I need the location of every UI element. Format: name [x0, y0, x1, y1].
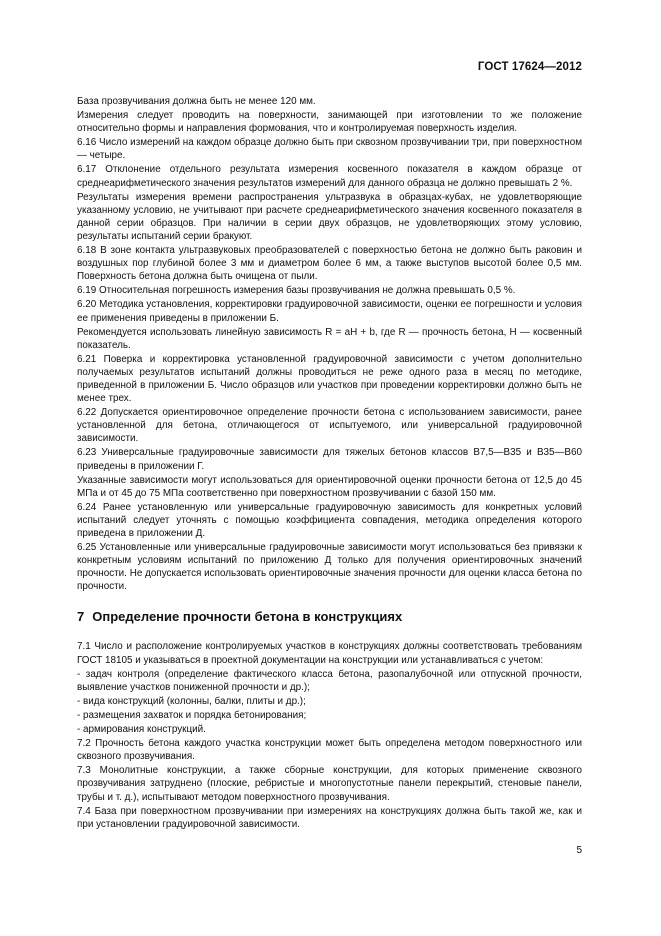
list-item: - армирования конструкций. — [77, 724, 206, 736]
paragraph: 6.17 Отклонение отдельного результата измерения косвенного показателя в каждом образце от среднеарифметического значения результатов измерений для данного образца не должно превышать 2 %. — [77, 164, 582, 189]
body-text — [77, 95, 582, 832]
paragraph: Измерения следует проводить на поверхности, занимающей при изготовлении то же положение относительно формы и направления формования, что и контролируемая поверхность изделия. — [77, 110, 582, 135]
section-number: 7 — [77, 609, 85, 625]
paragraph: 6.25 Установленные или универсальные градуировочные зависимости могут использоваться без привязки к конкретным условиям испытаний по приложению Д только для получения ориентировочных значений прочности. Не допускается использовать ориентировочные значения прочности для оценки класса бетона по прочности. — [77, 542, 582, 593]
paragraph: 6.23 Универсальные градуировочные зависимости для тяжелых бетонов классов В7,5—В35 и В35—В60 приведены в приложении Г. — [77, 447, 582, 472]
paragraph: 7.2 Прочность бетона каждого участка конструкции может быть определена методом поверхностного или сквозного прозвучивания. — [77, 738, 582, 763]
paragraph: 6.20 Методика установления, корректировки градуировочной зависимости, оценки ее погрешности и условия ее применения приведены в приложении Б. — [77, 299, 582, 324]
paragraph: 6.18 В зоне контакта ультразвуковых преобразователей с поверхностью бетона не должно быть раковин и воздушных пор глубиной более 3 мм и диаметром более 6 мм, а также выступов высотой более 0,5 мм. Поверхность бетона должна быть очищена от пыли. — [77, 245, 582, 283]
list-item: - задач контроля (определение фактического класса бетона, разопалубочной или отпускной прочности, выявление участков пониженной прочности и др.); — [77, 668, 582, 693]
paragraph: База прозвучивания должна быть не менее 120 мм. — [77, 96, 316, 107]
paragraph: Рекомендуется использовать линейную зависимость R = aH + b, где R — прочность бетона, H — косвенный показатель. — [77, 326, 582, 351]
section-heading — [77, 609, 582, 625]
paragraph: 6.16 Число измерений на каждом образце должно быть при сквозном прозвучивании три, при поверхностном — четыре. — [77, 137, 582, 162]
section-title: Определение прочности бетона в конструкциях — [92, 609, 403, 625]
page-number: 5 — [576, 845, 582, 856]
paragraph: 6.24 Ранее установленную или универсальные градуировочную зависимость для конкретных условий испытаний следует уточнять с помощью коэффициента совпадения, методика определения которого приведена в приложении Д. — [77, 501, 582, 539]
paragraph: 6.21 Поверка и корректировка установленной градуировочной зависимости с учетом дополнительно получаемых результатов испытаний должны проводиться не реже одного раза в месяц по методике, приведенной в приложении Б. Число образцов или участков при проведении корректировки должно быть не менее трех. — [77, 353, 582, 405]
paragraph: Указанные зависимости могут использоваться для ориентировочной оценки прочности бетона от 12,5 до 45 МПа и от 45 до 75 МПа соответственно при поверхностном прозвучивании с базой 150 мм. — [77, 474, 582, 499]
paragraph: 7.4 База при поверхностном прозвучивании при измерениях на конструкциях должна быть такой же, как и при установлении градуировочной зависимости. — [77, 805, 582, 830]
paragraph: 7.3 Монолитные конструкции, а также сборные конструкции, для которых применение сквозного прозвучивания затруднено (плоские, ребристые и многопустотные панели перекрытий, стеновые панели, трубы и т. д.), испытывают методом поверхностного прозвучивания. — [77, 765, 582, 803]
paragraph: 7.1 Число и расположение контролируемых участков в конструкциях должны соответствовать требованиям ГОСТ 18105 и указываться в проектной документации на конструкции или устанавливаться с учетом: — [77, 641, 582, 666]
document-code: ГОСТ 17624—2012 — [477, 61, 582, 73]
paragraph: 6.22 Допускается ориентировочное определение прочности бетона с использованием зависимости, ранее установленной для бетона, отличающегося от испытуемого, или универсальной градуировочной зависимости. — [77, 407, 582, 445]
list-item: - размещения захваток и порядка бетонирования; — [77, 709, 307, 721]
paragraph: Результаты измерения времени распространения ультразвука в образцах-кубах, не удовлетворяющие указанному условию, не учитывают при расчете среднеарифметического значения косвенного показателя в данной серии образцов. При наличии в серии двух образцов, не удовлетворяющих этому условию, результаты испытаний серии бракуют. — [77, 191, 582, 242]
paragraph: 6.19 Относительная погрешность измерения базы прозвучивания не должна превышать 0,5 %. — [77, 285, 516, 297]
list-item: - вида конструкций (колонны, балки, плиты и др.); — [77, 695, 306, 707]
